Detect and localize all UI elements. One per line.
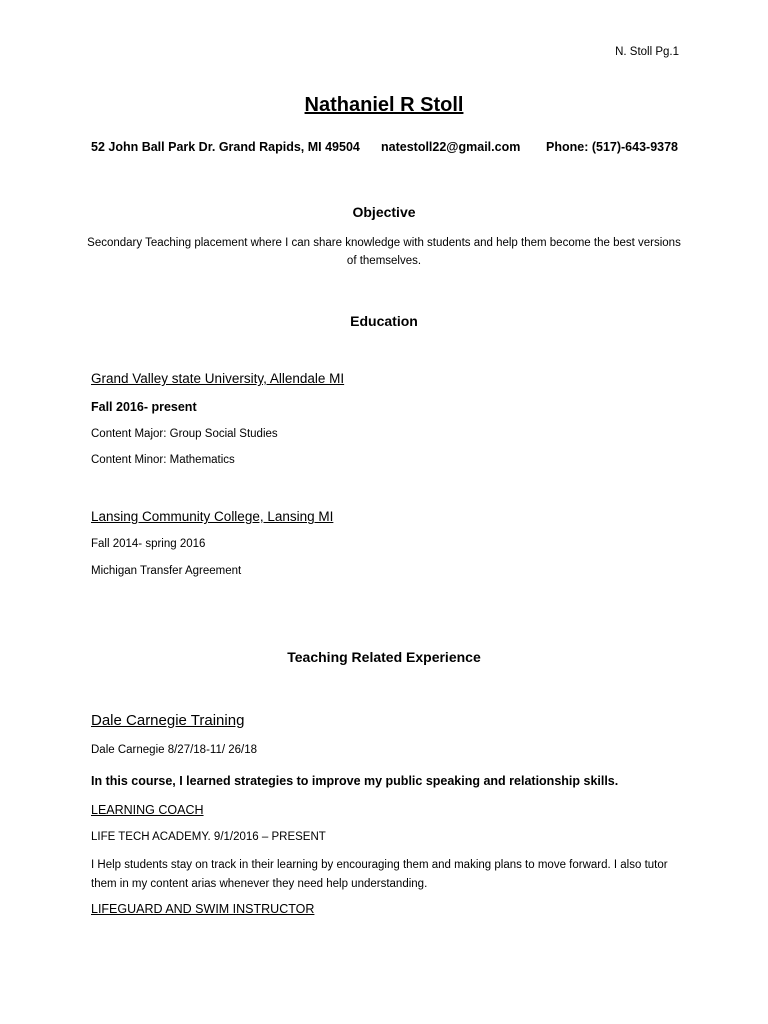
school-name: Grand Valley state University, Allendale MI — [91, 371, 345, 386]
experience-role: LEARNING COACH — [91, 803, 204, 817]
experience-organization: LIFE TECH ACADEMY. 9/1/2016 – PRESENT — [91, 831, 326, 843]
contact-address: 52 John Ball Park Dr. Grand Rapids, MI 49504 — [91, 140, 360, 154]
experience-description: In this course, I learned strategies to improve my public speaking and relationship skills. — [91, 774, 619, 788]
experience-role: LIFEGUARD AND SWIM INSTRUCTOR — [91, 902, 315, 916]
experience-heading: Teaching Related Experience — [287, 649, 481, 665]
page-header-label: N. Stoll Pg.1 — [615, 46, 679, 58]
content-major: Content Major: Group Social Studies — [91, 428, 278, 440]
experience-description: I Help students stay on track in their learning by encouraging them and making plans to move forward. I also tutor them in my content arias whenever they need help understanding. — [91, 859, 668, 890]
school-dates: Fall 2014- spring 2016 — [91, 538, 206, 550]
education-heading: Education — [350, 313, 418, 329]
objective-text: Secondary Teaching placement where I can share knowledge with students and help them become the best versions of themselves. — [87, 237, 681, 267]
experience-title: Dale Carnegie Training — [91, 712, 245, 729]
school-name: Lansing Community College, Lansing MI — [91, 509, 334, 524]
experience-dates: Dale Carnegie 8/27/18-11/ 26/18 — [91, 744, 258, 756]
contact-email: natestoll22@gmail.com — [381, 140, 521, 154]
school-dates: Fall 2016- present — [91, 400, 197, 414]
school-note: Michigan Transfer Agreement — [91, 565, 242, 577]
objective-heading: Objective — [352, 204, 416, 220]
applicant-name: Nathaniel R Stoll — [304, 94, 464, 116]
contact-phone: Phone: (517)-643-9378 — [546, 140, 679, 154]
content-minor: Content Minor: Mathematics — [91, 454, 235, 466]
